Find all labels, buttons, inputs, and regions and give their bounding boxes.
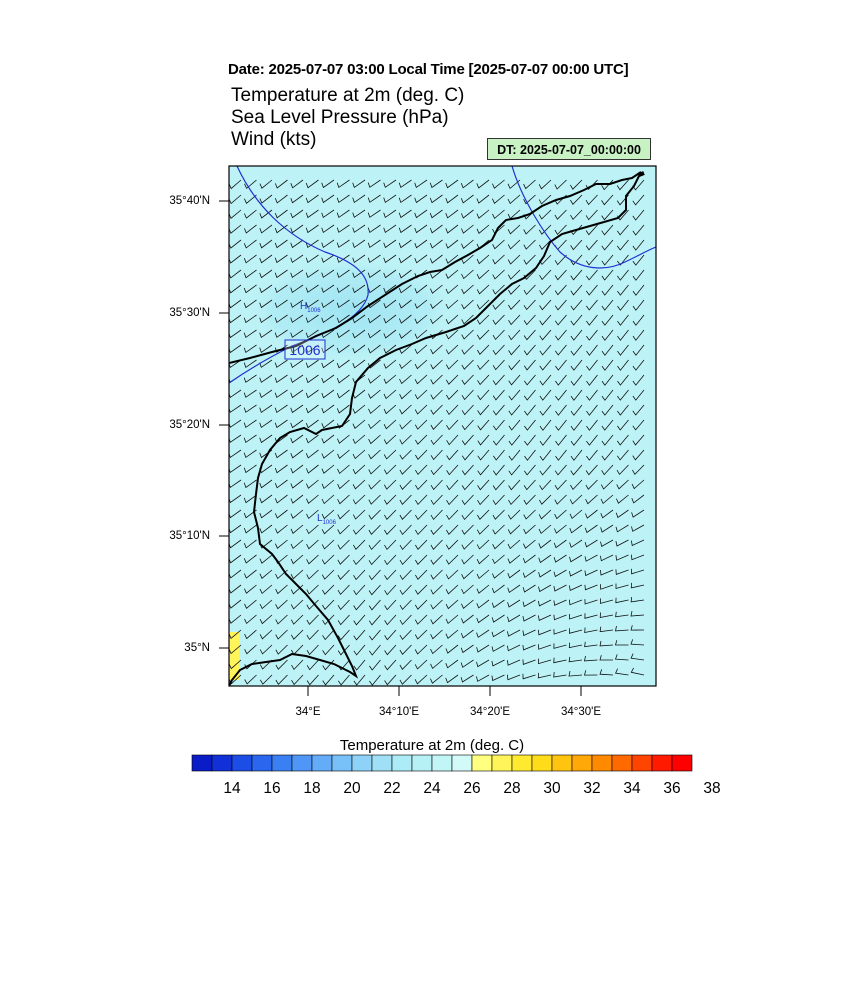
cape-island <box>639 173 644 175</box>
colorbar-label: 28 <box>503 780 521 797</box>
colorbar-label: 30 <box>543 780 561 797</box>
cool-temperature-region <box>240 255 460 365</box>
colorbar-swatch <box>452 755 472 771</box>
colorbar-swatch <box>592 755 612 771</box>
isobar-label: 1006 <box>289 342 321 358</box>
colorbar-label: 38 <box>703 780 721 797</box>
title-pressure: Sea Level Pressure (hPa) <box>231 107 449 128</box>
colorbar-swatch <box>272 755 292 771</box>
colorbar-swatch <box>412 755 432 771</box>
lon-label: 34°E <box>295 706 321 718</box>
colorbar-swatch <box>432 755 452 771</box>
colorbar-swatch <box>572 755 592 771</box>
lon-label: 34°30'E <box>560 706 602 718</box>
low-pressure-marker: $L_{1006}$ <box>317 513 336 526</box>
colorbar-swatch <box>312 755 332 771</box>
colorbar-swatch <box>472 755 492 771</box>
lon-label: 34°10'E <box>378 706 420 718</box>
colorbar-swatch <box>352 755 372 771</box>
colorbar-swatch <box>232 755 252 771</box>
colorbar-swatch <box>632 755 652 771</box>
colorbar-swatch <box>372 755 392 771</box>
colorbar-label: 20 <box>343 780 361 797</box>
colorbar-label: 16 <box>263 780 281 797</box>
colorbar-swatch <box>192 755 212 771</box>
colorbar-swatch <box>532 755 552 771</box>
colorbar-swatch <box>652 755 672 771</box>
colorbar-swatch <box>252 755 272 771</box>
colorbar-swatch <box>492 755 512 771</box>
lat-label: 35°10'N <box>169 530 210 542</box>
lat-label: 35°N <box>184 642 210 654</box>
title-temperature: Temperature at 2m (deg. C) <box>231 85 465 106</box>
colorbar-label: 34 <box>623 780 641 797</box>
lat-label: 35°40'N <box>169 195 210 207</box>
colorbar-swatch <box>332 755 352 771</box>
high-pressure-marker: $H_{1006}$ <box>300 301 321 314</box>
colorbar-label: 22 <box>383 780 401 797</box>
date-line: Date: 2025-07-07 03:00 Local Time [2025-07-07 00:00 UTC] <box>228 61 629 78</box>
lon-label: 34°20'E <box>469 706 511 718</box>
colorbar-swatch <box>212 755 232 771</box>
colorbar-swatch <box>512 755 532 771</box>
colorbar-swatch <box>612 755 632 771</box>
colorbar-label: 36 <box>663 780 681 797</box>
colorbar-swatch <box>292 755 312 771</box>
title-wind: Wind (kts) <box>231 129 317 150</box>
colorbar-swatch <box>392 755 412 771</box>
colorbar-swatch <box>672 755 692 771</box>
colorbar-label: 32 <box>583 780 601 797</box>
temperature-colorbar <box>192 755 692 771</box>
colorbar-label: 26 <box>463 780 481 797</box>
colorbar-label: 24 <box>423 780 441 797</box>
dt-box: DT: 2025-07-07_00:00:00 <box>487 138 651 160</box>
colorbar-title: Temperature at 2m (deg. C) <box>339 737 525 754</box>
colorbar-label: 14 <box>223 780 241 797</box>
colorbar-swatch <box>552 755 572 771</box>
lat-label: 35°20'N <box>169 419 210 431</box>
lat-label: 35°30'N <box>169 307 210 319</box>
colorbar-label: 18 <box>303 780 321 797</box>
